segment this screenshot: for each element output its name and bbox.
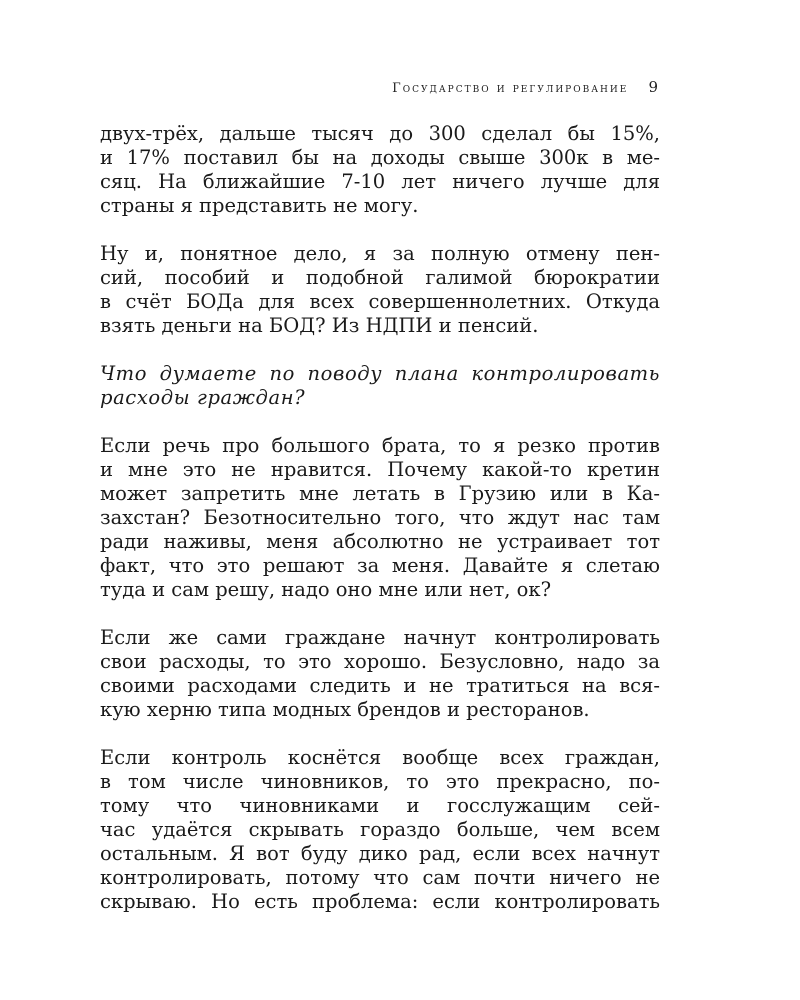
question-paragraph <box>100 362 660 410</box>
text-line: двух-трёх, дальше тысяч до 300 сделал бы 15%, <box>100 122 660 145</box>
paragraph <box>100 746 660 914</box>
paragraph <box>100 626 660 722</box>
text-line: Если контроль коснётся вообще всех граждан, <box>100 746 660 769</box>
text-line: и 17% поставил бы на доходы свыше 300к в ме- <box>100 146 660 169</box>
paragraph <box>100 242 660 338</box>
text-line: в счёт БОДа для всех совершеннолетних. Откуда <box>100 290 660 313</box>
text-line: тому что чиновниками и госслужащим сей- <box>100 794 660 817</box>
text-line: в том числе чиновников, то это прекрасно, по- <box>100 770 660 793</box>
text-line: туда и сам решу, надо оно мне или нет, ок? <box>100 578 552 601</box>
text-line: может запретить мне летать в Грузию или в Ка- <box>100 482 660 505</box>
page-number: 9 <box>648 78 658 96</box>
text-line: захстан? Безотносительно того, что ждут нас там <box>100 506 660 529</box>
paragraph <box>100 122 660 218</box>
body-text <box>100 122 660 938</box>
text-line: сий, пособий и подобной галимой бюрократии <box>100 266 660 289</box>
text-line: факт, что это решают за меня. Давайте я слетаю <box>100 554 660 577</box>
text-line: своими расходами следить и не тратиться на вся- <box>100 674 660 697</box>
text-line: сяц. На ближайшие 7-10 лет ничего лучше для <box>100 170 660 193</box>
text-line: Если речь про большого брата, то я резко против <box>100 434 660 457</box>
text-line: кую херню типа модных брендов и ресторанов. <box>100 698 590 721</box>
text-line: и мне это не нравится. Почему какой-то кретин <box>100 458 660 481</box>
running-title: Государство и регулирование <box>392 81 629 96</box>
text-line: скрываю. Но есть проблема: если контролировать <box>100 890 660 913</box>
text-line: Если же сами граждане начнут контролировать <box>100 626 660 649</box>
text-line: ради наживы, меня абсолютно не устраивает тот <box>100 530 660 553</box>
text-line: Что думаете по поводу плана контролировать <box>100 362 660 385</box>
paragraph <box>100 434 660 602</box>
text-line: свои расходы, то это хорошо. Безусловно, надо за <box>100 650 660 673</box>
text-line: контролировать, потому что сам почти ничего не <box>100 866 660 889</box>
running-head <box>392 78 658 96</box>
text-line: остальным. Я вот буду дико рад, если всех начнут <box>100 842 660 865</box>
text-line: Ну и, понятное дело, я за полную отмену пен- <box>100 242 660 265</box>
text-line: взять деньги на БОД? Из НДПИ и пенсий. <box>100 314 539 337</box>
text-line: расходы граждан? <box>100 386 306 409</box>
text-line: час удаётся скрывать гораздо больше, чем всем <box>100 818 660 841</box>
text-line: страны я представить не могу. <box>100 194 419 217</box>
